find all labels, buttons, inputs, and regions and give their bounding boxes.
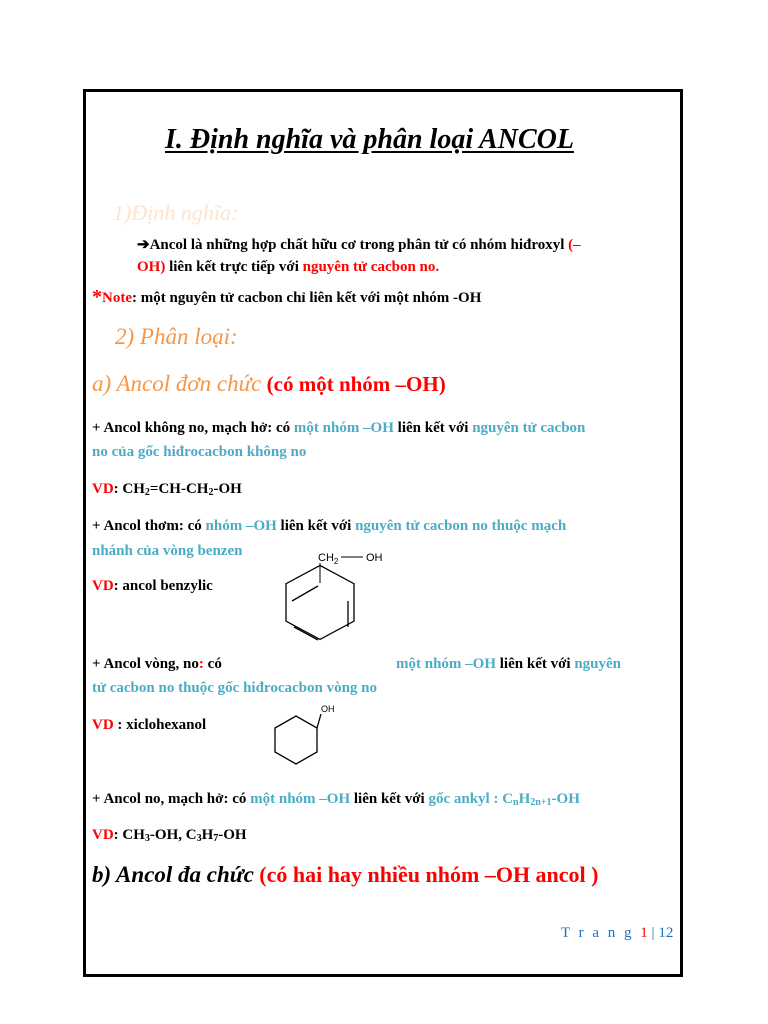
note-label: Note [102,290,132,306]
footer-label: T r a n g [561,925,641,941]
vd-label: VD [92,578,114,594]
cyclohexanol-structure [255,700,345,772]
item-cyclic-line-1b [396,656,621,673]
item4-blue-2: gốc ankyl : C [428,791,514,807]
formula-part: -OH [218,827,247,843]
example-1 [92,481,242,498]
note-line [92,286,481,309]
vd-label: VD [92,827,114,843]
page-total: 12 [658,925,674,941]
item-aromatic-line-1 [92,518,566,535]
item-cyclic-line-1 [92,656,222,673]
item-unsaturated-line-1 [92,420,585,437]
definition-line-1 [137,235,581,254]
note-star: * [92,286,102,308]
item2-blue: nhóm –OH [205,518,277,534]
definition-heading: 1)Định nghĩa: [113,200,239,225]
page-separator: | [647,925,659,941]
section-a-title: a) Ancol đơn chức [92,371,262,396]
section-b-title: b) Ancol đa chức [92,862,254,887]
item1-text-2: liên kết với [393,420,473,436]
definition-line-2 [137,259,439,276]
item3-colon: : [198,656,204,672]
arrow-icon: ➔ [137,237,150,253]
oh-label: OH [366,552,383,564]
example-3 [92,717,206,734]
formula-sub: n [513,797,519,808]
item2-text-2: liên kết với [276,518,356,534]
item4-text-2: liên kết với [350,791,429,807]
item3-blue: một nhóm –OH [396,656,497,672]
item3-text-2: có [203,656,222,672]
example-2-text: : ancol benzylic [113,578,213,594]
item-aromatic-line-2: nhánh của vòng benzen [92,543,243,559]
example-3-text: : xiclohexanol [113,717,207,733]
item2-blue-2: nguyên tử cacbon no thuộc mạch [355,518,567,534]
formula-sub: 7 [213,833,219,844]
vd-label: VD [92,717,114,733]
item1-text: + Ancol không no, mạch hở: có [92,420,294,436]
formula-sub: 2 [144,487,150,498]
item3-text: + Ancol vòng, no [92,656,199,672]
item1-blue-2: nguyên tử cacbon [472,420,586,436]
item-unsaturated-line-2: no của gốc hiđrocacbon không no [92,444,307,460]
item-saturated-line [92,791,580,808]
definition-red-text: (– [568,237,581,253]
item3-blue-2: nguyên [574,656,622,672]
formula-sub: 3 [144,833,150,844]
section-a-desc: (có một nhóm –OH) [261,372,446,396]
definition-carbon: nguyên tử cacbon no. [302,259,440,275]
example-2 [92,578,213,595]
section-a-heading [92,371,446,397]
example-4 [92,827,247,844]
item4-blue-3: H [518,791,531,807]
formula-part: : CH [113,481,145,497]
page-title: I. Định nghĩa và phân loại ANCOL [165,124,574,155]
definition-oh: OH) [137,259,166,275]
item-cyclic-line-2: tử cacbon no thuộc gốc hiđrocacbon vòng no [92,680,378,696]
formula-part: : CH [113,827,145,843]
section-b-heading [92,862,599,888]
section-b-desc: (có hai hay nhiều nhóm –OH ancol ) [253,862,599,887]
ch2-label: $CH_2$ [318,552,339,566]
formula-part: =CH-CH [149,481,209,497]
definition-text: Ancol là những hợp chất hữu cơ trong phân tử có nhóm hiđroxyl [149,237,569,253]
page-number: 1 [640,925,648,941]
formula-sub: 2n+1 [530,797,552,808]
oh-label: OH [321,704,335,714]
item2-text: + Ancol thơm: có [92,518,206,534]
item3-text-3: liên kết với [496,656,575,672]
formula-part: -OH, C [149,827,197,843]
vd-label: VD [92,481,114,497]
definition-text-2: liên kết trực tiếp với [165,259,303,275]
item4-text: + Ancol no, mạch hở: có [92,791,251,807]
benzyl-alcohol-structure [280,545,390,650]
note-text: : một nguyên tử cacbon chỉ liên kết với một nhóm -OH [132,290,482,306]
formula-part: -OH [213,481,242,497]
item1-blue: một nhóm –OH [293,420,394,436]
item4-blue: một nhóm –OH [250,791,351,807]
formula-sub: 2 [208,487,214,498]
page-footer [561,925,673,942]
formula-sub: 3 [196,833,202,844]
classification-heading: 2) Phân loại: [115,324,238,349]
formula-part: H [201,827,214,843]
item4-blue-4: -OH [551,791,580,807]
